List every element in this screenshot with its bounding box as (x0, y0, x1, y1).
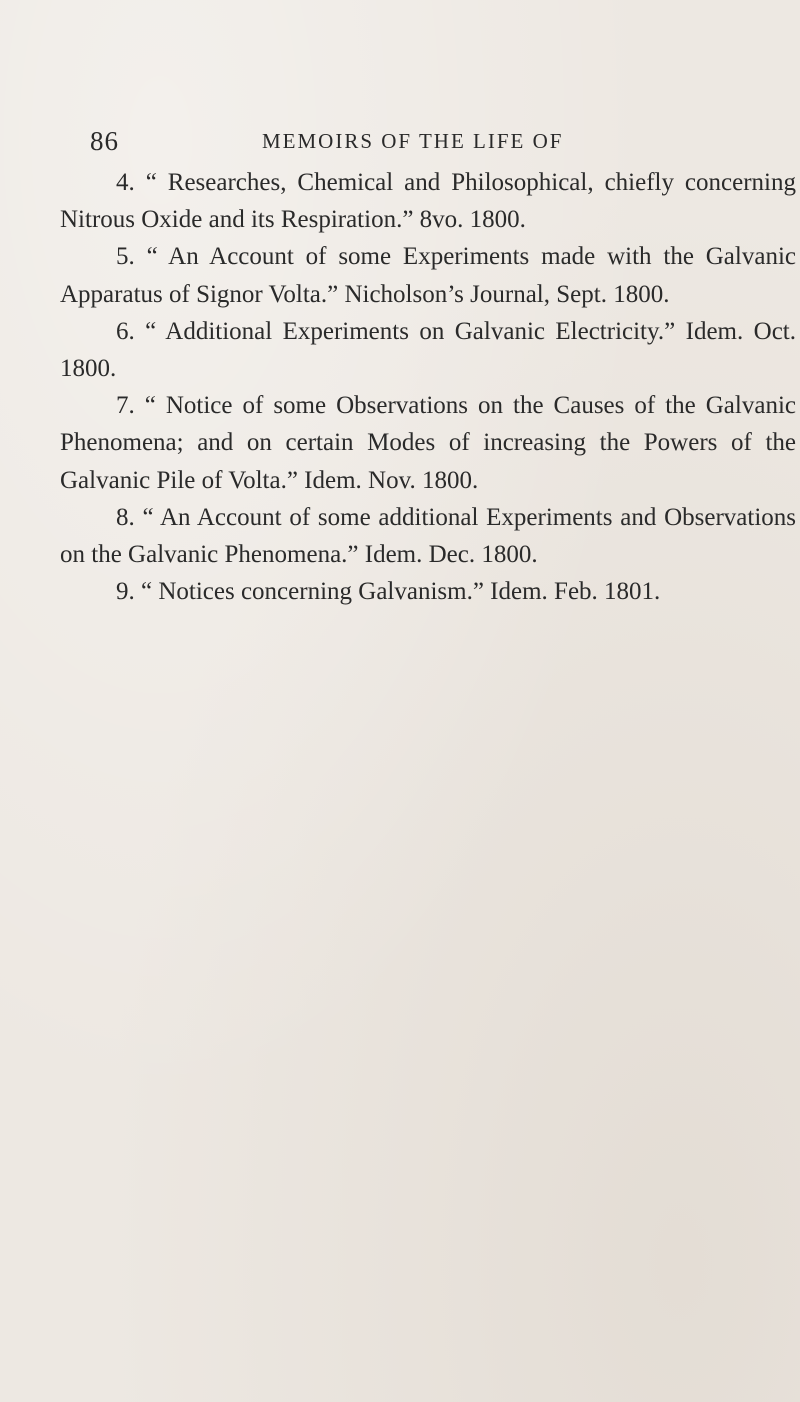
publication-entry-7: 7. “ Notice of some Observations on the Causes of the Galvanic Phenomena; and on certain Modes of increasing the Powers of the Galvanic Pile of Volta.” Idem. Nov. 1800. (60, 392, 796, 494)
page-number: 86 (90, 126, 119, 156)
publication-entry-4: 4. “ Researches, Chemical and Philosophical, chiefly concerning Nitrous Oxide and its Respiration.” 8vo. 1800. (60, 169, 796, 234)
running-head (90, 126, 730, 160)
publication-list (60, 164, 796, 610)
running-title: MEMOIRS OF THE LIFE OF (262, 129, 564, 153)
publication-entry-5: 5. “ An Account of some Experiments made with the Galvanic Apparatus of Signor Volta.” Nicholson’s Journal, Sept. 1800. (60, 243, 796, 308)
publication-entry-9: 9. “ Notices concerning Galvanism.” Idem. Feb. 1801. (116, 578, 661, 606)
publication-entry-8: 8. “ An Account of some additional Experiments and Observations on the Galvanic Phenomena.” Idem. Dec. 1800. (60, 503, 796, 569)
publication-entry-6: 6. “ Additional Experiments on Galvanic Electricity.” Idem. Oct. 1800. (60, 317, 796, 383)
